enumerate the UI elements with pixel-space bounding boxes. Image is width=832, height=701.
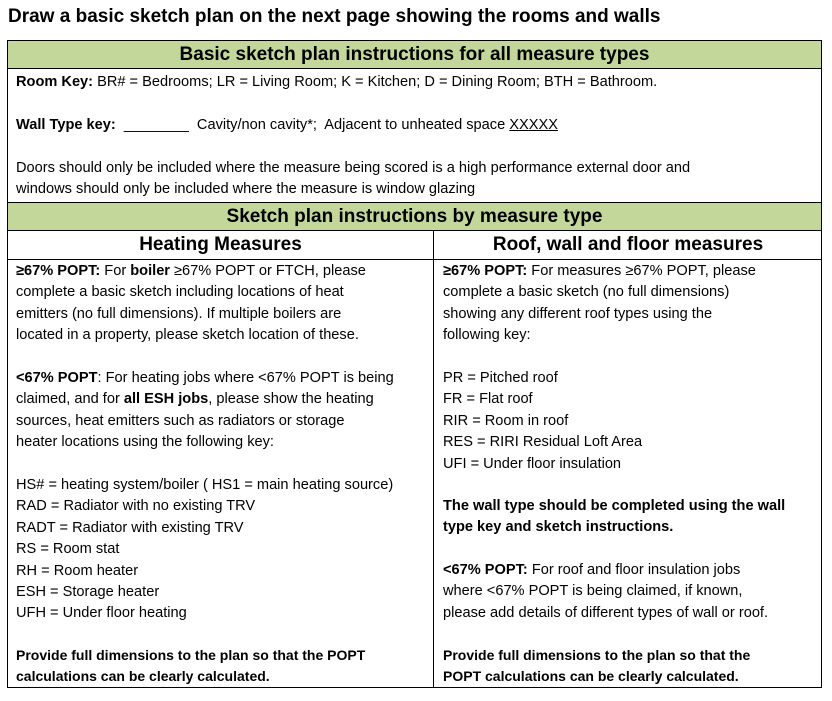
roof-p2-line-1 <box>443 560 740 581</box>
instruction-table <box>7 40 822 688</box>
heating-key-item: UFH = Under floor heating <box>16 605 187 622</box>
room-key-text: BR# = Bedrooms; LR = Living Room; K = Kitchen; D = Dining Room; BTH = Bathroom. <box>93 74 658 90</box>
room-key-label: Room Key: <box>16 74 94 90</box>
heating-p2-line-2 <box>16 389 374 410</box>
heating-p2-text-a: claimed, and for <box>16 391 124 408</box>
heating-p2-esh-jobs: all ESH jobs <box>123 391 209 408</box>
roof-wall-floor-title: Roof, wall and floor measures <box>492 234 764 255</box>
heating-key-item: RADT = Radiator with existing TRV <box>16 519 244 536</box>
heating-p1-label: ≥67% POPT: <box>16 263 101 279</box>
heating-key-item: RS = Room stat <box>16 541 120 558</box>
basic-instructions-heading: Basic sketch plan instructions for all measure types <box>8 41 821 69</box>
roof-p2-line-2: where <67% POPT is being claimed, if known, <box>443 583 743 600</box>
heating-p1-line-2: complete a basic sketch including locations of heat <box>16 284 344 301</box>
heating-p1-line-3: emitters (no full dimensions). If multiple boilers are <box>16 305 342 322</box>
roof-footer-line-2: POPT calculations can be clearly calculated. <box>443 668 739 685</box>
wall-type-note-line-2: type key and sketch instructions. <box>443 519 674 536</box>
roof-p2-label: <67% POPT: <box>443 562 528 578</box>
roof-p1-line-4: following key: <box>443 327 531 344</box>
roof-key-item: UFI = Under floor insulation <box>443 455 622 472</box>
roof-key-item: RIR = Room in roof <box>443 412 569 429</box>
heating-key-item: RH = Room heater <box>16 562 139 579</box>
heating-key-item: HS# = heating system/boiler ( HS1 = main heating source) <box>16 477 394 493</box>
room-key-line <box>16 72 657 93</box>
page-title: Draw a basic sketch plan on the next page showing the rooms and walls <box>8 6 661 27</box>
heating-measures-title: Heating Measures <box>139 234 302 255</box>
heating-p1-text-c: ≥67% POPT or FTCH, please <box>169 263 366 279</box>
wall-type-xxxxx: XXXXX <box>509 117 558 133</box>
wall-type-key-text: Cavity/non cavity*; Adjacent to unheated space <box>188 117 510 133</box>
roof-key-item: FR = Flat roof <box>443 391 533 408</box>
heating-key-item: ESH = Storage heater <box>16 584 160 601</box>
roof-p2-text: For roof and floor insulation jobs <box>527 562 741 578</box>
roof-key-item: PR = Pitched roof <box>443 370 558 386</box>
roof-p1-label: ≥67% POPT: <box>443 263 528 279</box>
roof-p1-line-1 <box>443 261 756 282</box>
heating-p2-text: : For heating jobs where <67% POPT is being <box>97 370 394 386</box>
roof-key-item: RES = RIRI Residual Loft Area <box>443 434 643 451</box>
heating-p1-line-4: located in a property, please sketch location of these. <box>16 327 359 344</box>
column-header-divider <box>8 259 821 260</box>
roof-p1-line-2: complete a basic sketch (no full dimensions) <box>443 284 730 301</box>
roof-p1-line-3: showing any different roof types using the <box>443 305 713 322</box>
roof-p1-text: For measures ≥67% POPT, please <box>527 263 756 279</box>
heating-p1-line-1 <box>16 261 366 282</box>
column-divider <box>433 230 434 687</box>
heating-p2-line-1 <box>16 368 394 389</box>
heating-key-item: RAD = Radiator with no existing TRV <box>16 498 256 515</box>
roof-p2-line-3: please add details of different types of wall or roof. <box>443 604 769 621</box>
wall-type-key-line <box>16 115 558 136</box>
heating-p2-text-c: , please show the heating <box>208 391 374 408</box>
doors-note-line-1: Doors should only be included where the measure being scored is a high performance external door and <box>16 160 691 176</box>
heating-footer-line-1: Provide full dimensions to the plan so that the POPT <box>16 647 366 663</box>
wall-type-blank: ________ <box>115 117 189 133</box>
heating-p2-line-3: sources, heat emitters such as radiators or storage <box>16 412 345 429</box>
wall-type-key-label: Wall Type key: <box>16 117 116 133</box>
wall-type-note-line-1: The wall type should be completed using the wall <box>443 498 786 514</box>
measure-type-heading: Sketch plan instructions by measure type <box>8 202 821 231</box>
roof-key-list <box>443 368 642 475</box>
heating-footer-line-2: calculations can be clearly calculated. <box>16 668 270 685</box>
heating-p1-boiler: boiler <box>130 263 170 279</box>
heating-p1-text-a: For <box>100 263 131 279</box>
heating-p2-label: <67% POPT <box>16 370 98 386</box>
heating-p2-line-4: heater locations using the following key: <box>16 434 274 451</box>
roof-footer-line-1: Provide full dimensions to the plan so that the <box>443 647 751 663</box>
doors-note-line-2: windows should only be included where the measure is window glazing <box>16 181 476 197</box>
heating-key-list <box>16 475 393 625</box>
